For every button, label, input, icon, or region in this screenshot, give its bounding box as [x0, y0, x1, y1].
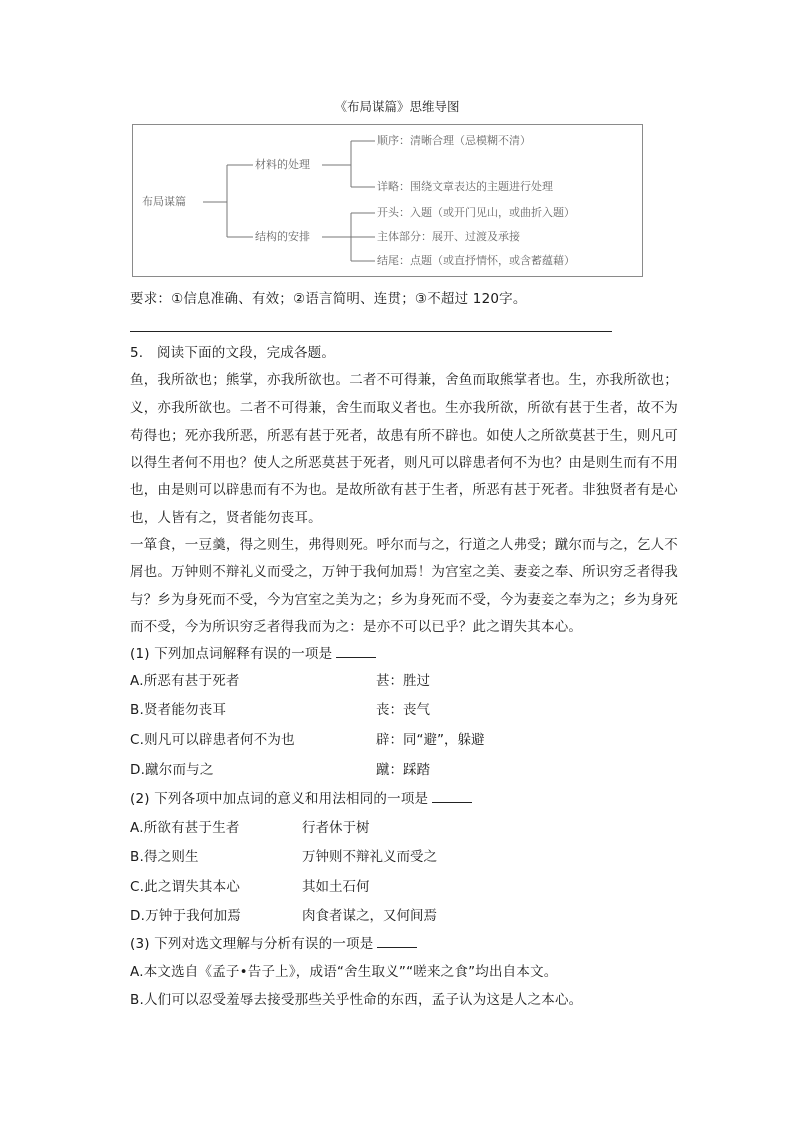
mind-map-leaf-order: 顺序：清晰合理（忌模糊不清）: [377, 134, 531, 147]
passage-line: 也，由是则可以辟患而有不为也。是故所欲有甚于生者，所恶有甚于死者。非独贤者有是心: [130, 482, 678, 498]
passage-line: 鱼，我所欲也；熊掌，亦我所欲也。二者不可得兼，舍鱼而取熊掌者也。生，亦我所欲也；: [130, 372, 678, 388]
sub-question-2-stem: [130, 790, 472, 808]
answer-blank[interactable]: [432, 790, 472, 803]
option-a-right: 甚：胜过: [376, 673, 430, 689]
sub-question-3-stem: [130, 935, 417, 953]
mind-map-branch-material: 材料的处理: [255, 158, 310, 171]
option-d-right: 蹴：踩踏: [376, 762, 430, 778]
sub-question-1-stem: [130, 645, 376, 663]
mind-map-root: 布局谋篇: [142, 195, 186, 208]
passage-line: 义，亦我所欲也。二者不可得兼，舍生而取义者也。生亦我所欲，所欲有甚于生者，故不为: [130, 400, 678, 416]
option-b-right: 丧：丧气: [376, 702, 430, 718]
option-b-left: B.得之则生: [130, 849, 199, 865]
option-d-left: D.蹴尔而与之: [130, 762, 214, 778]
answer-blank[interactable]: [336, 645, 376, 658]
option-d-right: 肉食者谋之，又何间焉: [302, 908, 437, 924]
sub-question-1-stem-text: (1) 下列加点词解释有误的一项是: [130, 646, 333, 662]
option-b-right: 万钟则不辩礼义而受之: [302, 849, 437, 865]
sub-question-2-stem-text: (2) 下列各项中加点词的意义和用法相同的一项是: [130, 791, 429, 807]
passage-line: 苟得也；死亦我所恶，所恶有甚于死者，故患有所不辟也。如使人之所欲莫甚于生，则凡可: [130, 428, 678, 444]
sub-question-3-stem-text: (3) 下列对选文理解与分析有误的一项是: [130, 936, 374, 952]
mind-map-leaf-ending: 结尾：点题（或直抒情怀，或含蓄蕴藉）: [377, 254, 575, 267]
option-c-right: 其如土石何: [302, 879, 370, 895]
mind-map-diagram: [132, 124, 643, 277]
mind-map-branch-structure: 结构的安排: [255, 230, 310, 243]
passage-line: 与？乡为身死而不受，今为宫室之美为之；乡为身死而不受，今为妻妾之奉为之；乡为身死: [130, 592, 678, 608]
passage-line: 也，人皆有之，贤者能勿丧耳。: [130, 510, 322, 526]
option-a: A.本文选自《孟子•告子上》，成语“舍生取义”“嗟来之食”均出自本文。: [130, 964, 558, 980]
answer-line[interactable]: [130, 331, 612, 332]
answer-blank[interactable]: [377, 935, 417, 948]
mind-map-leaf-detail: 详略：围绕文章表达的主题进行处理: [377, 180, 553, 193]
option-b-left: B.贤者能勿丧耳: [130, 702, 227, 718]
passage-line: 而不受，今为所识穷乏者得我而为之：是亦不可以已乎？此之谓失其本心。: [130, 619, 583, 635]
option-a-left: A.所恶有甚于死者: [130, 673, 240, 689]
option-a-right: 行者休于树: [302, 820, 370, 836]
requirement-text: 要求：①信息准确、有效；②语言简明、连贯；③不超过 120字。: [130, 291, 527, 307]
diagram-title: 《布局谋篇》思维导图: [334, 99, 460, 114]
question-5-header: 5. 阅读下面的文段，完成各题。: [130, 345, 336, 361]
option-b: B.人们可以忍受羞辱去接受那些关乎性命的东西，孟子认为这是人之本心。: [130, 992, 583, 1008]
passage-line: 屑也。万钟则不辩礼义而受之，万钟于我何加焉！为宫室之美、妻妾之奉、所识穷乏者得我: [130, 564, 678, 580]
option-d-left: D.万钟于我何加焉: [130, 908, 241, 924]
option-c-right: 辟：同“避”，躲避: [376, 732, 485, 748]
option-a-left: A.所欲有甚于生者: [130, 820, 240, 836]
option-c-left: C.此之谓失其本心: [130, 879, 241, 895]
option-c-left: C.则凡可以辟患者何不为也: [130, 732, 295, 748]
mind-map-leaf-body: 主体部分：展开、过渡及承接: [377, 230, 520, 243]
passage-line: 以得生者何不用也？使人之所恶莫甚于死者，则凡可以辟患者何不为也？由是则生而有不用: [130, 455, 678, 471]
passage-line: 一箪食，一豆羹，得之则生，弗得则死。呼尔而与之，行道之人弗受；蹴尔而与之，乞人不: [130, 537, 678, 553]
mind-map-leaf-opening: 开头：入题（或开门见山，或曲折入题）: [377, 206, 575, 219]
